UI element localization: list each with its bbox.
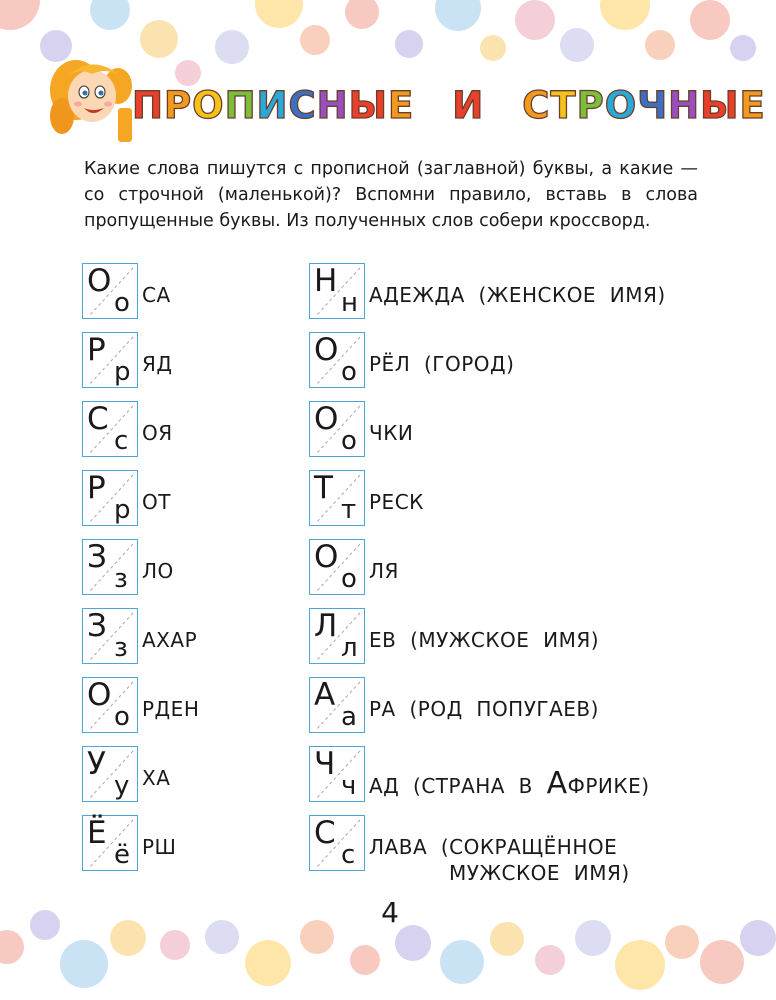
decorative-dot <box>480 35 506 61</box>
title-letter: П <box>132 84 164 127</box>
word-ending <box>142 283 171 307</box>
decorative-dot <box>300 25 330 55</box>
word-ending <box>369 835 617 859</box>
uppercase-letter: С <box>87 401 109 437</box>
lowercase-letter: с <box>114 426 129 456</box>
word-ending <box>142 697 199 721</box>
uppercase-letter: С <box>314 815 336 851</box>
lowercase-letter: о <box>341 564 357 594</box>
title-letter: Е <box>739 84 766 127</box>
word-ending-text: РА (РОД ПОПУГАЕВ) <box>369 697 599 721</box>
word-ending-text: РЁЛ (ГОРОД) <box>369 352 515 376</box>
title-letter: С <box>288 84 317 127</box>
lowercase-letter: у <box>114 771 130 801</box>
decorative-dot <box>205 920 239 954</box>
lowercase-letter: р <box>114 357 131 387</box>
lowercase-letter: з <box>114 633 128 663</box>
letter-box <box>82 332 138 388</box>
lowercase-letter: о <box>114 288 130 318</box>
letter-box <box>82 539 138 595</box>
page-number: 4 <box>381 896 399 929</box>
word-ending-capital: А <box>546 766 568 801</box>
word-ending <box>142 352 173 376</box>
decorative-dot <box>645 30 675 60</box>
decorative-dot <box>730 35 756 61</box>
uppercase-letter: У <box>87 746 106 782</box>
letter-box <box>82 746 138 802</box>
letter-box <box>82 815 138 871</box>
instructions-text: Какие слова пишутся с прописной (заглавной) буквы, а какие — со строчной (маленькой)? Вспомни правило, вставь в слова пропущенные буквы. Из полученных слов собери кроссворд. <box>84 159 698 231</box>
uppercase-letter: З <box>87 608 107 644</box>
uppercase-letter: Л <box>314 608 338 644</box>
decorative-dot <box>140 20 178 58</box>
uppercase-letter: А <box>314 677 336 713</box>
decorative-dot <box>110 920 146 956</box>
decorative-dot <box>665 925 699 959</box>
decorative-dot <box>700 940 744 984</box>
word-ending-text: ОТ <box>142 490 171 514</box>
decorative-dot <box>245 940 291 986</box>
word-ending-text: ОЯ <box>142 421 173 445</box>
decorative-dot <box>440 940 484 984</box>
uppercase-letter: О <box>87 263 112 299</box>
word-ending <box>369 283 666 307</box>
letter-box <box>82 263 138 319</box>
lowercase-letter: р <box>114 495 131 525</box>
lowercase-letter: л <box>341 633 358 663</box>
letter-box <box>309 539 365 595</box>
word-ending-text: АДЕЖДА (ЖЕНСКОЕ ИМЯ) <box>369 283 666 307</box>
title-letter: Н <box>316 84 349 127</box>
title-letter: О <box>604 84 638 127</box>
lowercase-letter: з <box>114 564 128 594</box>
title-letter: Р <box>576 84 605 127</box>
lowercase-letter: т <box>341 495 357 525</box>
uppercase-letter: Р <box>87 470 106 506</box>
lowercase-letter: ч <box>341 771 357 801</box>
page-title <box>132 84 766 127</box>
decorative-dot <box>740 920 776 956</box>
letter-box <box>309 332 365 388</box>
lowercase-letter: н <box>341 288 358 318</box>
decorative-dot <box>600 0 650 30</box>
letter-box <box>82 677 138 733</box>
decorative-dot <box>575 920 611 956</box>
letter-box <box>309 608 365 664</box>
word-ending-text: РЕСК <box>369 490 424 514</box>
word-ending-tail: ФРИКЕ) <box>567 774 650 798</box>
title-letter: О <box>192 84 225 127</box>
title-letter: Ы <box>700 84 740 127</box>
decorative-dot <box>160 930 190 960</box>
lowercase-letter: ё <box>114 840 130 870</box>
title-letter: П <box>224 84 257 127</box>
uppercase-letter: О <box>314 401 339 437</box>
decorative-dot <box>0 0 40 30</box>
uppercase-letter: З <box>87 539 107 575</box>
decorative-dot <box>490 922 524 956</box>
decorative-dot <box>615 940 665 990</box>
decorative-dot <box>60 940 108 988</box>
word-ending-text: ЛАВА (СОКРАЩЁННОЕ <box>369 835 618 859</box>
decorative-dot <box>345 0 379 29</box>
word-ending <box>142 835 176 859</box>
letter-box <box>309 401 365 457</box>
decorative-dot <box>300 920 334 954</box>
title-letter: Ч <box>637 84 669 127</box>
word-ending <box>369 559 399 583</box>
title-letter: Т <box>550 84 577 127</box>
decorative-dot <box>435 0 481 31</box>
word-ending-text: ЛЯ <box>369 559 399 583</box>
word-ending <box>142 766 170 790</box>
decorative-dot <box>90 0 130 30</box>
letter-box <box>82 608 138 664</box>
letter-box <box>309 677 365 733</box>
title-word-1 <box>132 84 414 127</box>
title-letter: Р <box>163 84 193 127</box>
word-ending-text: РДЕН <box>142 697 200 721</box>
word-ending <box>369 421 413 445</box>
word-ending <box>369 352 514 376</box>
letter-box <box>309 470 365 526</box>
uppercase-letter: О <box>87 677 112 713</box>
word-ending <box>142 628 197 652</box>
word-ending <box>142 559 174 583</box>
letter-box <box>82 401 138 457</box>
word-ending-text: ХА <box>142 766 171 790</box>
decorative-dot <box>515 0 555 40</box>
decorative-dot <box>0 930 24 964</box>
decorative-dot <box>560 28 594 62</box>
word-ending-text: АД (СТРАНА В <box>369 774 547 798</box>
lowercase-letter: с <box>341 840 356 870</box>
title-word-2 <box>452 84 484 127</box>
title-letter: Е <box>387 84 415 127</box>
uppercase-letter: Т <box>314 470 333 506</box>
girl-illustration <box>48 50 134 142</box>
word-ending-second-line: МУЖСКОЕ ИМЯ) <box>449 861 630 885</box>
uppercase-letter: О <box>314 332 339 368</box>
lowercase-letter: о <box>341 357 357 387</box>
word-ending <box>369 490 424 514</box>
title-letter: С <box>522 84 551 127</box>
lowercase-letter: о <box>341 426 357 456</box>
letter-box <box>309 263 365 319</box>
letter-box <box>309 815 365 871</box>
title-letter: Н <box>668 84 701 127</box>
uppercase-letter: Р <box>87 332 106 368</box>
word-ending-text: РШ <box>142 835 177 859</box>
title-word-3 <box>522 84 766 127</box>
word-ending-text: ЕВ (МУЖСКОЕ ИМЯ) <box>369 628 600 652</box>
word-ending <box>369 628 599 652</box>
title-letter: И <box>452 84 485 127</box>
word-ending-text: ЯД <box>142 352 173 376</box>
uppercase-letter: Ё <box>87 815 107 851</box>
word-ending <box>142 490 171 514</box>
uppercase-letter: Н <box>314 263 338 299</box>
decorative-dot <box>535 945 565 975</box>
uppercase-letter: О <box>314 539 339 575</box>
word-ending-text: АХАР <box>142 628 198 652</box>
decorative-dot <box>690 0 730 40</box>
decorative-dot <box>350 945 380 975</box>
word-ending-text: ЧКИ <box>369 421 414 445</box>
lowercase-letter: о <box>114 702 130 732</box>
word-ending-text: ЛО <box>142 559 174 583</box>
word-ending-text: СА <box>142 283 171 307</box>
uppercase-letter: Ч <box>314 746 336 782</box>
title-letter: И <box>256 84 289 127</box>
decorative-dot <box>395 30 423 58</box>
decorative-dot <box>395 925 431 961</box>
decorative-dot <box>255 0 303 28</box>
decorative-dot <box>30 910 60 940</box>
decorative-dot <box>215 30 249 64</box>
lowercase-letter: а <box>341 702 357 732</box>
letter-box <box>82 470 138 526</box>
letter-box <box>309 746 365 802</box>
decorative-dot <box>175 60 201 86</box>
word-ending <box>369 697 599 721</box>
word-ending <box>369 766 650 801</box>
title-letter: Ы <box>348 84 388 127</box>
word-ending <box>142 421 173 445</box>
